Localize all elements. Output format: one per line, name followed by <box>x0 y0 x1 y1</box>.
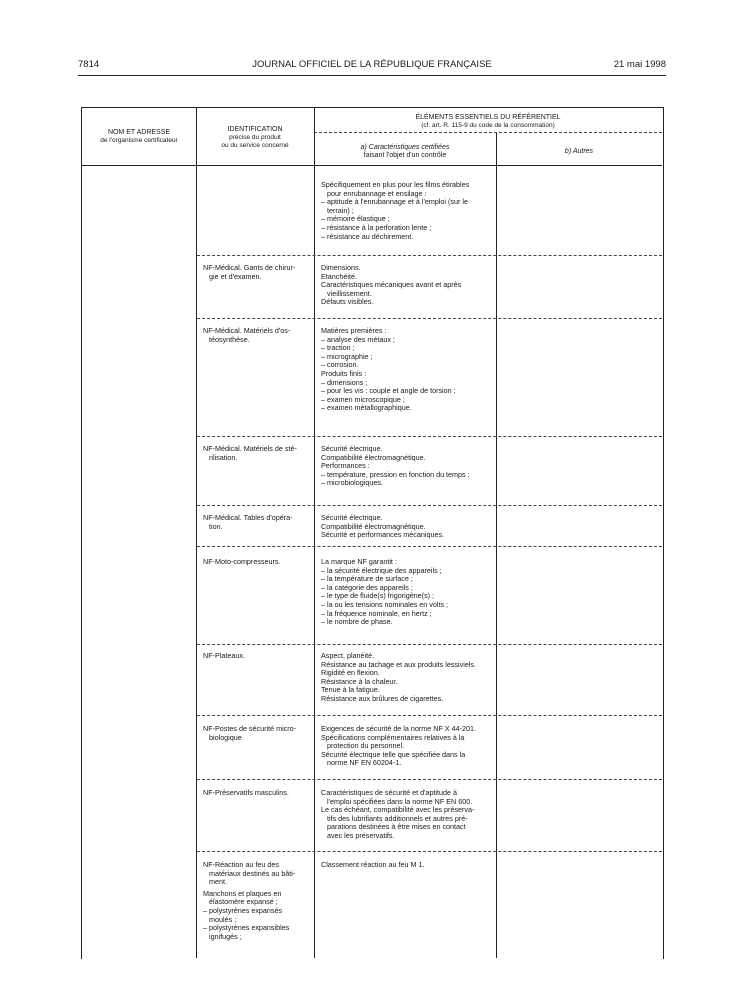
row-9-identification: NF-Réaction au feu des matériaux destinés au bâti- ment. Manchons et plaques en élastomère expansé ; – polystyrènes expansés moulés ; – polystyrènes expansibles ignifugés ; <box>203 860 296 941</box>
col-divider-1 <box>196 107 197 958</box>
row-7-identification: NF-Postes de sécurité micro- biologique <box>203 724 297 742</box>
row-8-identification: NF-Préservatifs masculins. <box>203 788 289 797</box>
row-5-identification: NF-Moto-compresseurs. <box>203 557 281 566</box>
header-bottom-rule <box>81 165 662 166</box>
row-5-characteristics: La marque NF garantit : – la sécurité électrique des appareils ; – la température de surface ; – la catégorie des appareils ; – le type de fluide(s) frigorigène(s) ; – la ou les tensions nominales en volts ; – la fréquence nominale, en hertz ; – le nombre de phase. <box>321 557 449 627</box>
row-separator <box>197 644 662 645</box>
row-9-characteristics: Classement réaction au feu M 1. <box>321 860 425 869</box>
row-6-characteristics: Aspect, planéité. Résistance au tachage et aux produits lessiviels. Rigidité en flexion. Résistance à la chaleur. Tenue à la fatigue. Résistance aux brûlures de cigarettes. <box>321 651 477 703</box>
header-rule <box>78 75 666 76</box>
row-separator <box>197 505 662 506</box>
header-sub-rule <box>314 132 662 133</box>
row-separator <box>197 715 662 716</box>
subheader-b: b) Autres <box>564 148 594 155</box>
col-header-identification: IDENTIFICATION précise du produit ou du service concerné <box>221 126 289 149</box>
row-separator <box>197 436 662 437</box>
row-4-characteristics: Sécurité électrique. Compatibilité électromagnétique. Sécurité et performances mécaniques. <box>321 513 445 540</box>
row-separator <box>197 851 662 852</box>
row-2-characteristics: Matières premières : – analyse des métaux ; – traction ; – micrographie ; – corrosion. Produits finis : – dimensions ; – pour les vis : couple et angle de torsion ; – examen microscopique ; – examen métallographique. <box>321 326 456 413</box>
row-6-identification: NF-Plateaux. <box>203 651 245 660</box>
row-4-identification: NF-Médical. Tables d'opéra- tion. <box>203 513 293 531</box>
col-header-organisme: NOM ET ADRESSE de l'organisme certificateur <box>100 129 178 144</box>
subheader-a: a) Caractéristiques certifiées faisant l'objet d'un contrôle <box>360 144 450 159</box>
col-header-elements: ÉLÉMENTS ESSENTIELS DU RÉFÉRENTIEL (cf. art. R. 115-9 du code de la consommation) <box>415 114 561 129</box>
row-2-identification: NF-Médical. Matériels d'os- téosynthèse. <box>203 326 291 344</box>
col-divider-2 <box>314 107 315 958</box>
publication-date: 21 mai 1998 <box>613 59 666 70</box>
page-header <box>78 59 666 73</box>
row-3-characteristics: Sécurité électrique. Compatibilité électromagnétique. Performances : – température, pression en fonction du temps ; – microbiologiques. <box>321 444 470 488</box>
row-7-characteristics: Exigences de sécurité de la norme NF X 44-201. Spécifications complémentaires relatives à la protection du personnel. Sécurité électrique telle que spécifiée dans la norme NF EN 60204-1. <box>321 724 477 768</box>
row-separator <box>197 255 662 256</box>
journal-title: JOURNAL OFFICIEL DE LA RÉPUBLIQUE FRANÇAISE <box>252 59 492 70</box>
row-3-identification: NF-Médical. Matériels de sté- rilisation. <box>203 444 297 462</box>
row-8-characteristics: Caractéristiques de sécurité et d'aptitude à l'emploi spécifiées dans la norme NF EN 600. Le cas échéant, compatibilité avec les préserva- tifs des lubrifiants additionnels et autres pré- parations destinées à être mises en contact avec les préservatifs. <box>321 788 475 840</box>
row-separator <box>197 779 662 780</box>
row-separator <box>197 546 662 547</box>
row-1-characteristics: Dimensions. Etanchéité. Caractéristiques mécaniques avant et après vieillissement. Défauts visibles. <box>321 263 462 307</box>
row-0-characteristics: Spécifiquement en plus pour les films étirables pour enrubannage et ensilage : – aptitude à l'enrubannage et à l'emploi (sur le terrain) ; – mémoire élastique ; – résistance à la perforation lente ; – résistance au déchirement. <box>321 180 470 241</box>
page-number: 7814 <box>78 59 100 70</box>
row-separator <box>197 318 662 319</box>
referentiel-table <box>81 107 664 960</box>
row-1-identification: NF-Médical. Gants de chirur- gie et d'examen. <box>203 263 296 281</box>
